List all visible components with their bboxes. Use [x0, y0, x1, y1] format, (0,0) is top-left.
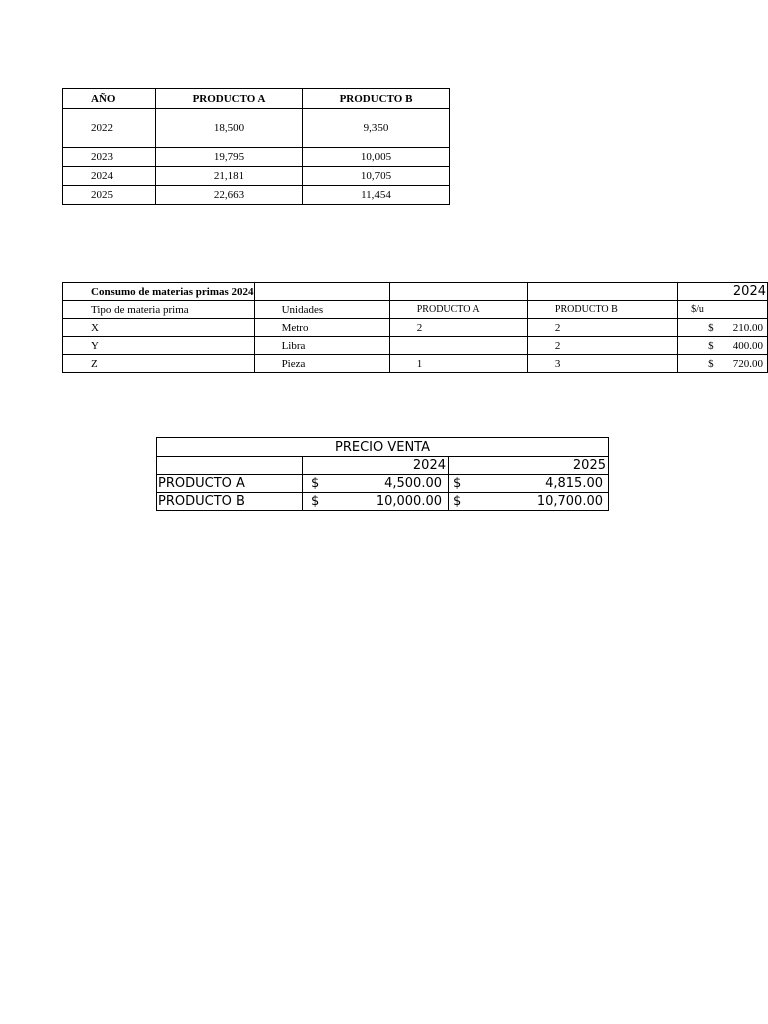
- product-b-cell[interactable]: 2: [527, 337, 677, 355]
- table-title: Consumo de materias primas 2024: [91, 285, 254, 298]
- table-header-row: [157, 457, 609, 475]
- header-cell-product-a[interactable]: PRODUCTO A: [389, 301, 527, 319]
- table-header-row: [63, 89, 450, 109]
- type-cell[interactable]: X: [63, 319, 255, 337]
- header-cell-price-per-unit[interactable]: $/u: [678, 301, 768, 319]
- product-a-cell[interactable]: 19,795: [156, 148, 303, 167]
- table-row: [157, 493, 609, 511]
- price-2025-cell[interactable]: $ 10,700.00: [449, 493, 609, 511]
- unit-cell[interactable]: Pieza: [254, 355, 389, 373]
- table-row: [63, 319, 768, 337]
- header-cell-type[interactable]: Tipo de materia prima: [63, 301, 255, 319]
- table-title-row: [63, 283, 768, 301]
- product-a-cell[interactable]: 21,181: [156, 167, 303, 186]
- year-cell[interactable]: 2023: [63, 148, 156, 167]
- table-row: [63, 148, 450, 167]
- product-a-cell[interactable]: [389, 337, 527, 355]
- price-2025-cell[interactable]: $ 4,815.00: [449, 475, 609, 493]
- table-row: [63, 186, 450, 205]
- product-cell[interactable]: PRODUCTO A: [157, 475, 303, 493]
- price-2024-cell[interactable]: $ 10,000.00: [303, 493, 449, 511]
- product-a-cell[interactable]: 2: [389, 319, 527, 337]
- raw-materials-table: [62, 282, 768, 373]
- year-cell[interactable]: 2024: [678, 283, 768, 301]
- header-cell-product-b[interactable]: PRODUCTO B: [303, 89, 450, 109]
- product-b-cell[interactable]: 10,705: [303, 167, 450, 186]
- header-cell-2024[interactable]: 2024: [303, 457, 449, 475]
- table-row: [63, 355, 768, 373]
- price-cell[interactable]: $ 720.00: [678, 355, 768, 373]
- unit-cell[interactable]: Metro: [254, 319, 389, 337]
- empty-cell[interactable]: [527, 283, 677, 301]
- header-cell-units[interactable]: Unidades: [254, 301, 389, 319]
- product-b-cell[interactable]: 10,005: [303, 148, 450, 167]
- year-cell[interactable]: 2025: [63, 186, 156, 205]
- product-b-cell[interactable]: 3: [527, 355, 677, 373]
- production-table: [62, 88, 450, 205]
- price-2024-cell[interactable]: $ 4,500.00: [303, 475, 449, 493]
- empty-cell[interactable]: [389, 283, 527, 301]
- product-a-cell[interactable]: 22,663: [156, 186, 303, 205]
- empty-cell[interactable]: [157, 457, 303, 475]
- header-cell-product-a[interactable]: PRODUCTO A: [156, 89, 303, 109]
- product-b-cell[interactable]: 9,350: [303, 109, 450, 148]
- table-row: [157, 475, 609, 493]
- table-title[interactable]: PRECIO VENTA: [157, 438, 609, 457]
- table-row: [63, 109, 450, 148]
- product-a-cell[interactable]: 1: [389, 355, 527, 373]
- year-cell[interactable]: 2024: [63, 167, 156, 186]
- header-cell-year[interactable]: AÑO: [63, 89, 156, 109]
- header-cell-product-b[interactable]: PRODUCTO B: [527, 301, 677, 319]
- header-cell-2025[interactable]: 2025: [449, 457, 609, 475]
- table-header-row: [63, 301, 768, 319]
- table-title-row: [157, 438, 609, 457]
- product-b-cell[interactable]: 2: [527, 319, 677, 337]
- title-cell[interactable]: [63, 283, 255, 301]
- sale-price-table: [156, 437, 609, 511]
- type-cell[interactable]: Y: [63, 337, 255, 355]
- table-row: [63, 167, 450, 186]
- unit-cell[interactable]: Libra: [254, 337, 389, 355]
- type-cell[interactable]: Z: [63, 355, 255, 373]
- table-row: [63, 337, 768, 355]
- product-b-cell[interactable]: 11,454: [303, 186, 450, 205]
- product-a-cell[interactable]: 18,500: [156, 109, 303, 148]
- product-cell[interactable]: PRODUCTO B: [157, 493, 303, 511]
- price-cell[interactable]: $ 400.00: [678, 337, 768, 355]
- empty-cell[interactable]: [254, 283, 389, 301]
- price-cell[interactable]: $ 210.00: [678, 319, 768, 337]
- year-cell[interactable]: 2022: [63, 109, 156, 148]
